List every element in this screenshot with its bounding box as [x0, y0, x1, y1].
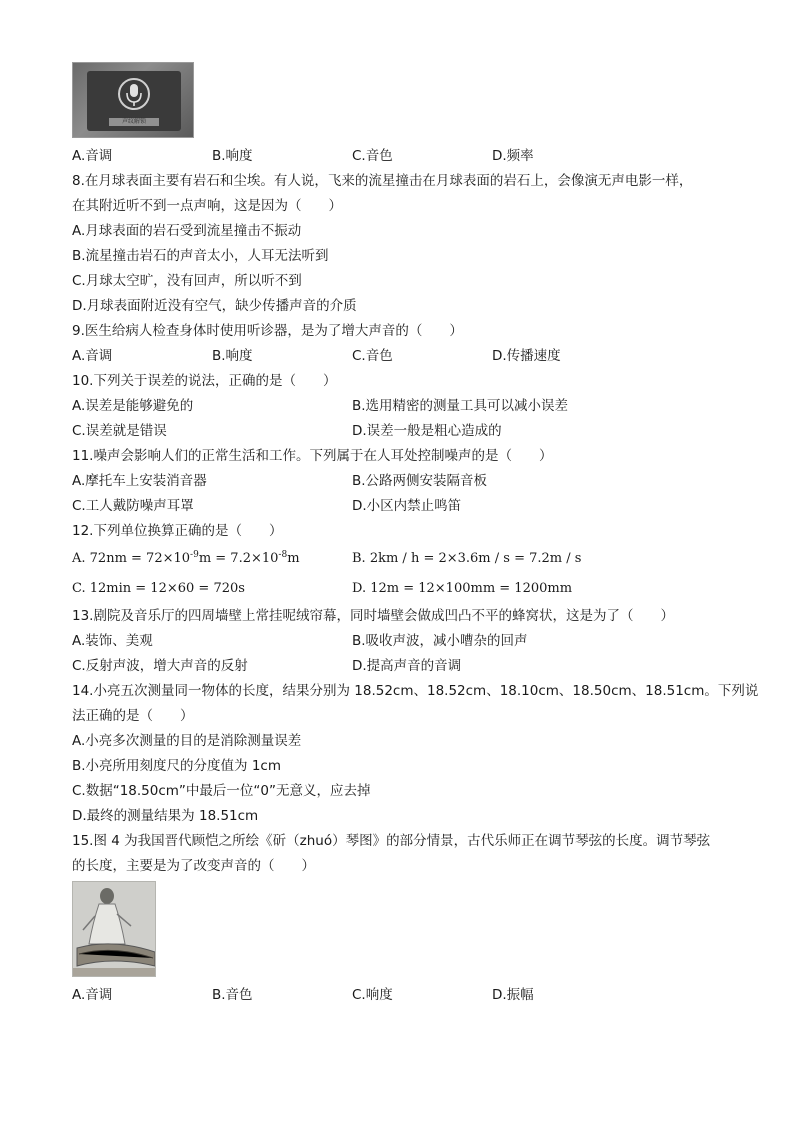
q7-options: [72, 144, 722, 169]
q13-stem: 13.剧院及音乐厅的四周墙壁上常挂呢绒帘幕，同时墙壁会做成凹凸不平的蜂窝状，这是为了（ ）: [72, 608, 674, 624]
seated-musician-figure: [73, 882, 156, 977]
option-c[interactable]: C.音色: [352, 148, 393, 164]
q13-options-row2: [72, 654, 722, 679]
option-a[interactable]: A.装饰、美观: [72, 633, 153, 649]
option-a-prefix: A. 72nm = 72×10: [72, 551, 191, 566]
option-a[interactable]: A.误差是能够避免的: [72, 398, 194, 414]
q8-option-a[interactable]: A.月球表面的岩石受到流星撞击不振动: [72, 223, 302, 239]
option-b[interactable]: B. 2km / h = 2×3.6m / s = 7.2m / s: [352, 551, 582, 566]
option-a-mid: m = 7.2×10: [198, 551, 279, 566]
q12-options-row1: [72, 544, 722, 574]
q14-option-a[interactable]: A.小亮多次测量的目的是消除测量误差: [72, 733, 302, 749]
option-b[interactable]: B.响度: [212, 348, 253, 364]
q11-options-row1: [72, 469, 722, 494]
option-a[interactable]: A.音调: [72, 987, 113, 1003]
option-b[interactable]: B.公路两侧安装隔音板: [352, 473, 488, 489]
option-d[interactable]: D. 12m = 12×100mm = 1200mm: [352, 581, 573, 596]
option-d[interactable]: D.传播速度: [492, 348, 561, 364]
option-d[interactable]: D.振幅: [492, 987, 534, 1003]
q12-options-row2: [72, 574, 722, 604]
option-c[interactable]: C. 12min = 12×60 = 720s: [72, 581, 245, 596]
q14-stem-line1: 14.小亮五次测量同一物体的长度，结果分别为 18.52cm、18.52cm、18.10cm、18.50cm、18.51cm。下列说: [72, 683, 759, 699]
option-b[interactable]: B.响度: [212, 148, 253, 164]
option-a[interactable]: A.音调: [72, 348, 113, 364]
option-c[interactable]: C.响度: [352, 987, 393, 1003]
option-a[interactable]: A.摩托车上安装消音器: [72, 473, 207, 489]
q10-options-row1: [72, 394, 722, 419]
worksheet-page: [72, 62, 759, 1008]
q11-options-row2: [72, 494, 722, 519]
q10-options-row2: [72, 419, 722, 444]
q14-option-b[interactable]: B.小亮所用刻度尺的分度值为 1cm: [72, 758, 282, 774]
q14-option-c[interactable]: C.数据“18.50cm”中最后一位“0”无意义，应去掉: [72, 783, 371, 799]
image-caption: 声纹解锁: [109, 118, 159, 126]
option-d[interactable]: D.误差一般是粗心造成的: [352, 423, 502, 439]
q10-stem: 10.下列关于误差的说法，正确的是（ ）: [72, 373, 337, 389]
option-d[interactable]: D.频率: [492, 148, 534, 164]
zhuo-qin-painting: [72, 881, 156, 977]
q14-stem-line2: 法正确的是（ ）: [72, 708, 194, 724]
q9-options: [72, 344, 722, 369]
q11-stem: 11.噪声会影响人们的正常生活和工作。下列属于在人耳处控制噪声的是（ ）: [72, 448, 553, 464]
option-d[interactable]: D.提高声音的音调: [352, 658, 462, 674]
option-b[interactable]: B.吸收声波，减小嘈杂的回声: [352, 633, 528, 649]
q8-option-b[interactable]: B.流星撞击岩石的声音太小，人耳无法听到: [72, 248, 329, 264]
voice-unlock-photo: [72, 62, 194, 138]
microphone-icon: [117, 77, 151, 115]
q12-stem: 12.下列单位换算正确的是（ ）: [72, 523, 283, 539]
option-d[interactable]: D.小区内禁止鸣笛: [352, 498, 462, 514]
q15-stem-line2: 的长度，主要是为了改变声音的（ ）: [72, 858, 315, 874]
q8-stem-line1: 8.在月球表面主要有岩石和尘埃。有人说，飞来的流星撞击在月球表面的岩石上，会像演无声电影一样，: [72, 173, 693, 189]
q15-options: [72, 983, 722, 1008]
option-c[interactable]: C.音色: [352, 348, 393, 364]
option-a-exp2: -8: [278, 550, 288, 560]
option-a-exp1: -9: [190, 550, 199, 560]
q8-option-c[interactable]: C.月球太空旷，没有回声，所以听不到: [72, 273, 302, 289]
q15-stem-line1: 15.图 4 为我国晋代顾恺之所绘《斫（zhuó）琴图》的部分情景，古代乐师正在调节琴弦的长度。调节琴弦: [72, 833, 711, 849]
q8-option-d[interactable]: D.月球表面附近没有空气，缺少传播声音的介质: [72, 298, 357, 314]
option-a[interactable]: [72, 544, 352, 574]
q13-options-row1: [72, 629, 722, 654]
option-a-suffix: m: [287, 551, 300, 566]
option-c[interactable]: C.工人戴防噪声耳罩: [72, 498, 194, 514]
option-c[interactable]: C.误差就是错误: [72, 423, 167, 439]
q8-stem-line2: 在其附近听不到一点声响，这是因为（ ）: [72, 198, 342, 214]
q9-stem: 9.医生给病人检查身体时使用听诊器，是为了增大声音的（ ）: [72, 323, 463, 339]
option-a[interactable]: A.音调: [72, 148, 113, 164]
option-c[interactable]: C.反射声波，增大声音的反射: [72, 658, 248, 674]
option-b[interactable]: B.选用精密的测量工具可以减小误差: [352, 398, 569, 414]
q14-option-d[interactable]: D.最终的测量结果为 18.51cm: [72, 808, 259, 824]
option-b[interactable]: B.音色: [212, 987, 253, 1003]
